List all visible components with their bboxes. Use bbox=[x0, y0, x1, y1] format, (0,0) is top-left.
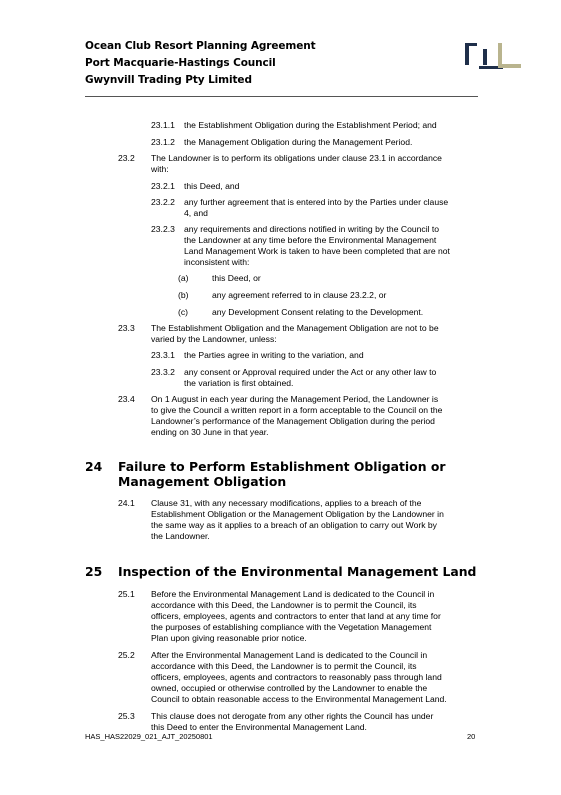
clause-25-1-number: 25.1 bbox=[118, 589, 135, 599]
clause-23-1-2-text: the Management Obligation during the Management Period. bbox=[184, 137, 413, 147]
clause-23-4-line-4: ending on 30 June in that year. bbox=[151, 427, 269, 437]
clause-23-2-1-number: 23.2.1 bbox=[151, 181, 175, 191]
clause-24-1-line-3: the same way as it applies to a breach of an obligation to carry out Work by bbox=[151, 520, 437, 530]
clause-23-4-line-2: to give the Council a written report in a form acceptable to the Council on the bbox=[151, 405, 443, 415]
clause-23-3-line-1: The Establishment Obligation and the Management Obligation are not to be bbox=[151, 323, 439, 333]
clause-25-1-line-4: the purposes of establishing compliance with the Vegetation Management bbox=[151, 622, 432, 632]
section-25-heading: Inspection of the Environmental Management Land bbox=[118, 564, 477, 579]
clause-23-2-3-line-4: inconsistent with: bbox=[184, 257, 250, 267]
header-line-2: Port Macquarie-Hastings Council bbox=[85, 57, 276, 69]
section-25-number: 25 bbox=[85, 564, 103, 579]
header-line-3: Gwynvill Trading Pty Limited bbox=[85, 74, 252, 86]
clause-25-1-line-3: officers, employees, agents and contractors to enter that land at any time for bbox=[151, 611, 441, 621]
clause-23-3-1-text: the Parties agree in writing to the variation, and bbox=[184, 350, 364, 360]
firm-logo-icon bbox=[463, 40, 523, 70]
clause-25-2-line-2: accordance with this Deed, the Landowner is to permit the Council, its bbox=[151, 661, 417, 671]
clause-25-2-line-1: After the Environmental Management Land is dedicated to the Council in bbox=[151, 650, 428, 660]
clause-23-2-3-a-text: this Deed, or bbox=[212, 273, 261, 283]
clause-25-2-line-3: officers, employees, agents and contractors to reasonably pass through land bbox=[151, 672, 442, 682]
clause-23-2-2-line-1: any further agreement that is entered into by the Parties under clause bbox=[184, 197, 449, 207]
header-rule bbox=[85, 96, 478, 97]
clause-25-1-line-1: Before the Environmental Management Land is dedicated to the Council in bbox=[151, 589, 435, 599]
clause-23-2-3-line-2: the Landowner at any time before the Environmental Management bbox=[184, 235, 437, 245]
footer-page-number: 20 bbox=[467, 732, 476, 741]
clause-23-3-line-2: varied by the Landowner, unless: bbox=[151, 334, 277, 344]
clause-23-2-2-line-2: 4, and bbox=[184, 208, 208, 218]
clause-23-3-number: 23.3 bbox=[118, 323, 135, 333]
clause-24-1-line-1: Clause 31, with any necessary modifications, applies to a breach of the bbox=[151, 498, 422, 508]
clause-25-2-line-5: Council to obtain reasonable access to the Environmental Management Land. bbox=[151, 694, 447, 704]
section-24-heading-line-2: Management Obligation bbox=[118, 474, 287, 489]
clause-23-2-3-number: 23.2.3 bbox=[151, 224, 175, 234]
clause-23-4-line-1: On 1 August in each year during the Management Period, the Landowner is bbox=[151, 394, 439, 404]
footer-document-reference: HAS_HAS22029_021_AJT_20250801 bbox=[85, 732, 213, 741]
section-24-number: 24 bbox=[85, 459, 103, 474]
clause-23-3-1-number: 23.3.1 bbox=[151, 350, 175, 360]
clause-25-1-line-2: accordance with this Deed, the Landowner is to permit the Council, its bbox=[151, 600, 417, 610]
clause-23-3-2-line-2: the variation is first obtained. bbox=[184, 378, 294, 388]
clause-23-2-3-b-text: any agreement referred to in clause 23.2.2, or bbox=[212, 290, 387, 300]
clause-25-2-line-4: owned, occupied or otherwise controlled by the Landowner to enable the bbox=[151, 683, 428, 693]
clause-25-2-number: 25.2 bbox=[118, 650, 135, 660]
clause-23-1-2-number: 23.1.2 bbox=[151, 137, 175, 147]
clause-23-2-3-c-text: any Development Consent relating to the Development. bbox=[212, 307, 424, 317]
clause-25-3-number: 25.3 bbox=[118, 711, 135, 721]
clause-23-4-line-3: Landowner’s performance of the Management Obligation during the period bbox=[151, 416, 435, 426]
clause-23-2-1-text: this Deed, and bbox=[184, 181, 240, 191]
clause-25-3-line-2: this Deed to enter the Environmental Management Land. bbox=[151, 722, 367, 732]
clause-24-1-number: 24.1 bbox=[118, 498, 135, 508]
clause-23-2-line-1: The Landowner is to perform its obligations under clause 23.1 in accordance bbox=[151, 153, 442, 163]
clause-23-3-2-number: 23.3.2 bbox=[151, 367, 175, 377]
clause-23-2-line-2: with: bbox=[151, 164, 169, 174]
clause-23-2-3-c-number: (c) bbox=[178, 307, 189, 317]
clause-23-2-3-line-3: Land Management Work is taken to have been completed that are not bbox=[184, 246, 450, 256]
section-24-heading-line-1: Failure to Perform Establishment Obligation or bbox=[118, 459, 446, 474]
clause-23-2-3-a-number: (a) bbox=[178, 273, 189, 283]
clause-23-1-1-number: 23.1.1 bbox=[151, 120, 175, 130]
clause-24-1-line-2: Establishment Obligation or the Management Obligation by the Landowner in bbox=[151, 509, 444, 519]
header-line-1: Ocean Club Resort Planning Agreement bbox=[85, 40, 316, 52]
clause-23-2-number: 23.2 bbox=[118, 153, 135, 163]
clause-24-1-line-4: the Landowner. bbox=[151, 531, 210, 541]
clause-25-1-line-5: Plan upon giving reasonable prior notice. bbox=[151, 633, 307, 643]
clause-23-2-2-number: 23.2.2 bbox=[151, 197, 175, 207]
clause-23-2-3-b-number: (b) bbox=[178, 290, 189, 300]
clause-25-3-line-1: This clause does not derogate from any other rights the Council has under bbox=[151, 711, 434, 721]
clause-23-4-number: 23.4 bbox=[118, 394, 135, 404]
clause-23-2-3-line-1: any requirements and directions notified in writing by the Council to bbox=[184, 224, 440, 234]
clause-23-3-2-line-1: any consent or Approval required under the Act or any other law to bbox=[184, 367, 437, 377]
clause-23-1-1-text: the Establishment Obligation during the Establishment Period; and bbox=[184, 120, 437, 130]
